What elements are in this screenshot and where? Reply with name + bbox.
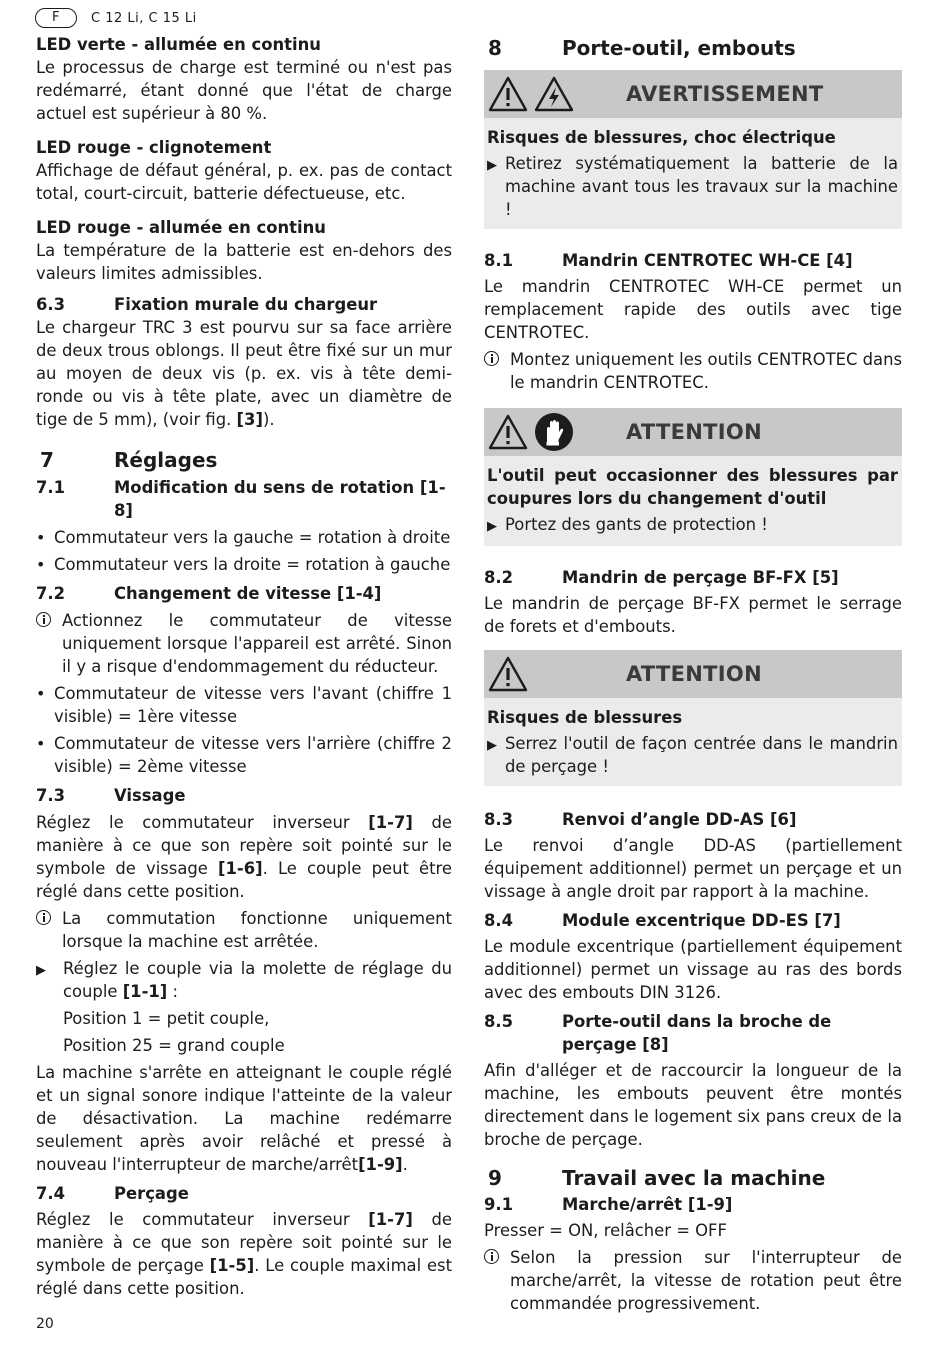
warning-subtitle: Risques de blessures, choc électrique bbox=[487, 128, 836, 147]
led-red-cont-text: La température de la batterie est en-dehors des valeurs limites admissibles. bbox=[36, 241, 452, 283]
warning-subtitle: Risques de blessures bbox=[487, 708, 683, 727]
text-part: ). bbox=[262, 410, 275, 429]
section-title: Modification du sens de rotation [1-8] bbox=[114, 478, 446, 520]
warning-action bbox=[487, 732, 898, 778]
section-number: 7.3 bbox=[36, 786, 66, 805]
note-text: Actionnez le commutateur de vitesse uniquement lorsque l'appareil est arrêté. Sinon il y a risque d'endommagement du réducteur. bbox=[62, 611, 452, 676]
section-8-4-heading bbox=[484, 909, 902, 932]
warning-box-attention-gloves bbox=[484, 408, 902, 546]
left-column bbox=[36, 33, 452, 1300]
figure-ref: [1-7] bbox=[368, 1210, 413, 1229]
section-7-4-text bbox=[36, 1208, 452, 1300]
warning-header bbox=[484, 408, 902, 456]
section-title: Travail avec la machine bbox=[562, 1166, 826, 1190]
section-number: 8.4 bbox=[484, 911, 514, 930]
list-item bbox=[36, 553, 452, 576]
section-8-3-text: Le renvoi d’angle DD-AS (partiellement équipement additionnel) permet un perçage et un vissage à angle droit par rapport à la machine. bbox=[484, 836, 902, 901]
arrow-right-icon: ▶ bbox=[487, 158, 497, 173]
protective-gloves-icon bbox=[534, 412, 574, 452]
figure-ref: [1-5] bbox=[209, 1256, 255, 1275]
note-text: La commutation fonctionne uniquement lorsque la machine est arrêtée. bbox=[62, 909, 452, 951]
info-note bbox=[36, 609, 452, 678]
text-part: Réglez le commutateur inverseur bbox=[36, 1210, 369, 1229]
section-number: 8.1 bbox=[484, 251, 514, 270]
section-title: Perçage bbox=[114, 1184, 189, 1203]
section-7-1-heading bbox=[36, 476, 452, 522]
page-number: 20 bbox=[36, 1316, 54, 1332]
figure-ref: [1-9] bbox=[358, 1155, 403, 1174]
warning-triangle-icon bbox=[488, 656, 528, 692]
section-9-heading bbox=[484, 1165, 902, 1191]
bullet-icon: • bbox=[36, 555, 46, 574]
warning-action bbox=[487, 152, 898, 221]
step-text bbox=[63, 957, 452, 1003]
section-8-heading bbox=[484, 35, 902, 61]
list-item bbox=[36, 682, 452, 728]
led-red-blink-title: LED rouge - clignotement bbox=[36, 138, 272, 157]
page-header bbox=[35, 8, 197, 28]
figure-ref: [3] bbox=[236, 410, 263, 429]
led-red-cont-title: LED rouge - allumée en continu bbox=[36, 218, 326, 237]
info-icon bbox=[36, 612, 51, 627]
section-title: Réglages bbox=[114, 448, 218, 472]
section-6-3-heading bbox=[36, 293, 452, 316]
section-number: 7.2 bbox=[36, 584, 66, 603]
section-8-1-heading bbox=[484, 249, 902, 272]
list-item bbox=[36, 526, 452, 549]
section-8-2-heading bbox=[484, 566, 902, 589]
language-badge: F bbox=[35, 8, 77, 28]
section-title: Porte-outil, embouts bbox=[562, 36, 796, 60]
right-column bbox=[484, 33, 902, 1315]
section-title: Vissage bbox=[114, 786, 186, 805]
warning-triangle-icon bbox=[488, 414, 528, 450]
warning-text: Portez des gants de protection ! bbox=[505, 515, 768, 534]
list-item-text: Commutateur de vitesse vers l'avant (chiffre 1 visible) = 1ère vitesse bbox=[54, 684, 452, 726]
section-title: Porte-outil dans la broche de perçage [8] bbox=[562, 1012, 832, 1054]
info-icon bbox=[484, 351, 499, 366]
info-icon bbox=[484, 1249, 499, 1264]
list-item bbox=[36, 732, 452, 778]
position-1-text: Position 1 = petit couple, bbox=[63, 1009, 270, 1028]
warning-title: AVERTISSEMENT bbox=[626, 82, 824, 106]
warning-title: ATTENTION bbox=[626, 420, 762, 444]
section-number: 9.1 bbox=[484, 1195, 514, 1214]
section-title: Renvoi d’angle DD-AS [6] bbox=[562, 810, 797, 829]
figure-ref: [1-7] bbox=[368, 813, 413, 832]
section-number: 8 bbox=[488, 36, 502, 60]
warning-header bbox=[484, 650, 902, 698]
bullet-icon: • bbox=[36, 684, 46, 703]
section-title: Marche/arrêt [1-9] bbox=[562, 1195, 733, 1214]
note-text: Selon la pression sur l'interrupteur de marche/arrêt, la vitesse de rotation peut être commandée progressivement. bbox=[510, 1248, 902, 1313]
section-8-5-heading bbox=[484, 1010, 902, 1056]
section-number: 7.1 bbox=[36, 478, 66, 497]
info-note bbox=[484, 1246, 902, 1315]
section-number: 8.3 bbox=[484, 810, 514, 829]
led-red-blink-text: Affichage de défaut général, p. ex. pas de contact total, court-circuit, batterie défectueuse, etc. bbox=[36, 161, 452, 203]
bullet-icon: • bbox=[36, 734, 46, 753]
section-8-4-text: Le module excentrique (partiellement équipement additionnel) permet un vissage au ras des bords avec des embouts DIN 3126. bbox=[484, 937, 902, 1002]
section-number: 7.4 bbox=[36, 1184, 66, 1203]
section-number: 7 bbox=[40, 448, 54, 472]
list-item-text: Commutateur de vitesse vers l'arrière (chiffre 2 visible) = 2ème vitesse bbox=[54, 734, 452, 776]
model-name: C 12 Li, C 15 Li bbox=[91, 10, 197, 26]
text-part: . Le couple peut être réglé dans cette position. bbox=[36, 859, 452, 901]
arrow-right-icon: ▶ bbox=[487, 519, 497, 534]
electric-shock-icon bbox=[534, 76, 574, 112]
section-7-2-heading bbox=[36, 582, 452, 605]
text-part: . bbox=[402, 1155, 408, 1174]
warning-triangle-icon bbox=[488, 76, 528, 112]
section-title: Module excentrique DD-ES [7] bbox=[562, 911, 841, 930]
text-part: : bbox=[167, 982, 179, 1001]
section-9-1-text: Presser = ON, relâcher = OFF bbox=[484, 1221, 727, 1240]
note-text: Montez uniquement les outils CENTROTEC dans le mandrin CENTROTEC. bbox=[510, 350, 903, 392]
text-part: Le chargeur TRC 3 est pourvu sur sa face arrière de deux trous oblongs. Il peut être fixé sur un mur au moyen de deux vis (p. ex. vis à tête demi-ronde ou vis à tête plate, avec un diamètre de tige de 5 mm), (voir fig. bbox=[36, 318, 452, 429]
section-8-1-text: Le mandrin CENTROTEC WH-CE permet un remplacement rapide des outils avec tige CENTROTEC. bbox=[484, 277, 902, 342]
section-8-3-heading bbox=[484, 808, 902, 831]
section-7-heading bbox=[36, 447, 452, 473]
section-8-2-text: Le mandrin de perçage BF-FX permet le serrage de forets et d'embouts. bbox=[484, 594, 902, 636]
figure-ref: [1-1] bbox=[122, 982, 168, 1001]
section-7-3-text bbox=[36, 811, 452, 903]
section-title: Mandrin de perçage BF-FX [5] bbox=[562, 568, 839, 587]
section-title: Changement de vitesse [1-4] bbox=[114, 584, 382, 603]
text-part: La machine s'arrête en atteignant le couple réglé et un signal sonore indique l'atteinte de la valeur de désactivation. La machine redémarre seulement après avoir relâché et pressé à nouveau l'interrupteur de marche/arrêt bbox=[36, 1063, 452, 1174]
led-green-title: LED verte - allumée en continu bbox=[36, 35, 321, 54]
info-note bbox=[484, 348, 902, 394]
warning-text: Retirez systématiquement la batterie de la machine avant tous les travaux sur la machine ! bbox=[505, 154, 898, 219]
section-6-3-text bbox=[36, 316, 452, 431]
section-title: Mandrin CENTROTEC WH-CE [4] bbox=[562, 251, 853, 270]
led-green-text: Le processus de charge est terminé ou n'est pas redémarré, étant donné que l'état de charge actuel est supérieur à 80 %. bbox=[36, 58, 452, 123]
section-8-5-text: Afin d'alléger et de raccourcir la longueur de la machine, les embouts peuvent être montés directement dans le logement six pans creux de la broche de perçage. bbox=[484, 1061, 902, 1149]
section-title: Fixation murale du chargeur bbox=[114, 295, 378, 314]
section-7-4-heading bbox=[36, 1182, 452, 1205]
warning-action bbox=[487, 513, 898, 538]
text-part: Réglez le couple via la molette de réglage du couple bbox=[63, 959, 452, 1001]
section-number: 8.2 bbox=[484, 568, 514, 587]
warning-title: ATTENTION bbox=[626, 662, 762, 686]
text-part: Réglez le commutateur inverseur bbox=[36, 813, 369, 832]
section-number: 8.5 bbox=[484, 1012, 514, 1031]
section-9-1-heading bbox=[484, 1193, 902, 1216]
info-icon bbox=[36, 910, 51, 925]
arrow-right-icon: ▶ bbox=[487, 738, 497, 753]
warning-text: Serrez l'outil de façon centrée dans le mandrin de perçage ! bbox=[505, 734, 898, 776]
arrow-right-icon: ▶ bbox=[36, 963, 46, 978]
list-item-text: Commutateur vers la gauche = rotation à droite bbox=[54, 528, 451, 547]
text-part: de manière à ce que son repère soit pointé sur le symbole de vissage bbox=[36, 813, 453, 878]
section-number: 6.3 bbox=[36, 295, 66, 314]
list-item-text: Commutateur vers la droite = rotation à gauche bbox=[54, 555, 451, 574]
warning-box-avertissement bbox=[484, 70, 902, 229]
action-step bbox=[36, 957, 452, 1003]
section-7-3-text-2 bbox=[36, 1061, 452, 1176]
section-number: 9 bbox=[488, 1166, 502, 1190]
warning-subtitle: L'outil peut occasionner des blessures par coupures lors du changement d'outil bbox=[487, 466, 898, 508]
text-part: de manière à ce que son repère soit pointé sur le symbole de perçage bbox=[36, 1210, 453, 1275]
bullet-icon: • bbox=[36, 528, 46, 547]
info-note bbox=[36, 907, 452, 953]
position-25-text: Position 25 = grand couple bbox=[63, 1036, 285, 1055]
text-part: . Le couple maximal est réglé dans cette position. bbox=[36, 1256, 453, 1298]
warning-header bbox=[484, 70, 902, 118]
figure-ref: [1-6] bbox=[218, 859, 263, 878]
warning-box-attention-injury bbox=[484, 650, 902, 786]
section-7-3-heading bbox=[36, 784, 452, 807]
